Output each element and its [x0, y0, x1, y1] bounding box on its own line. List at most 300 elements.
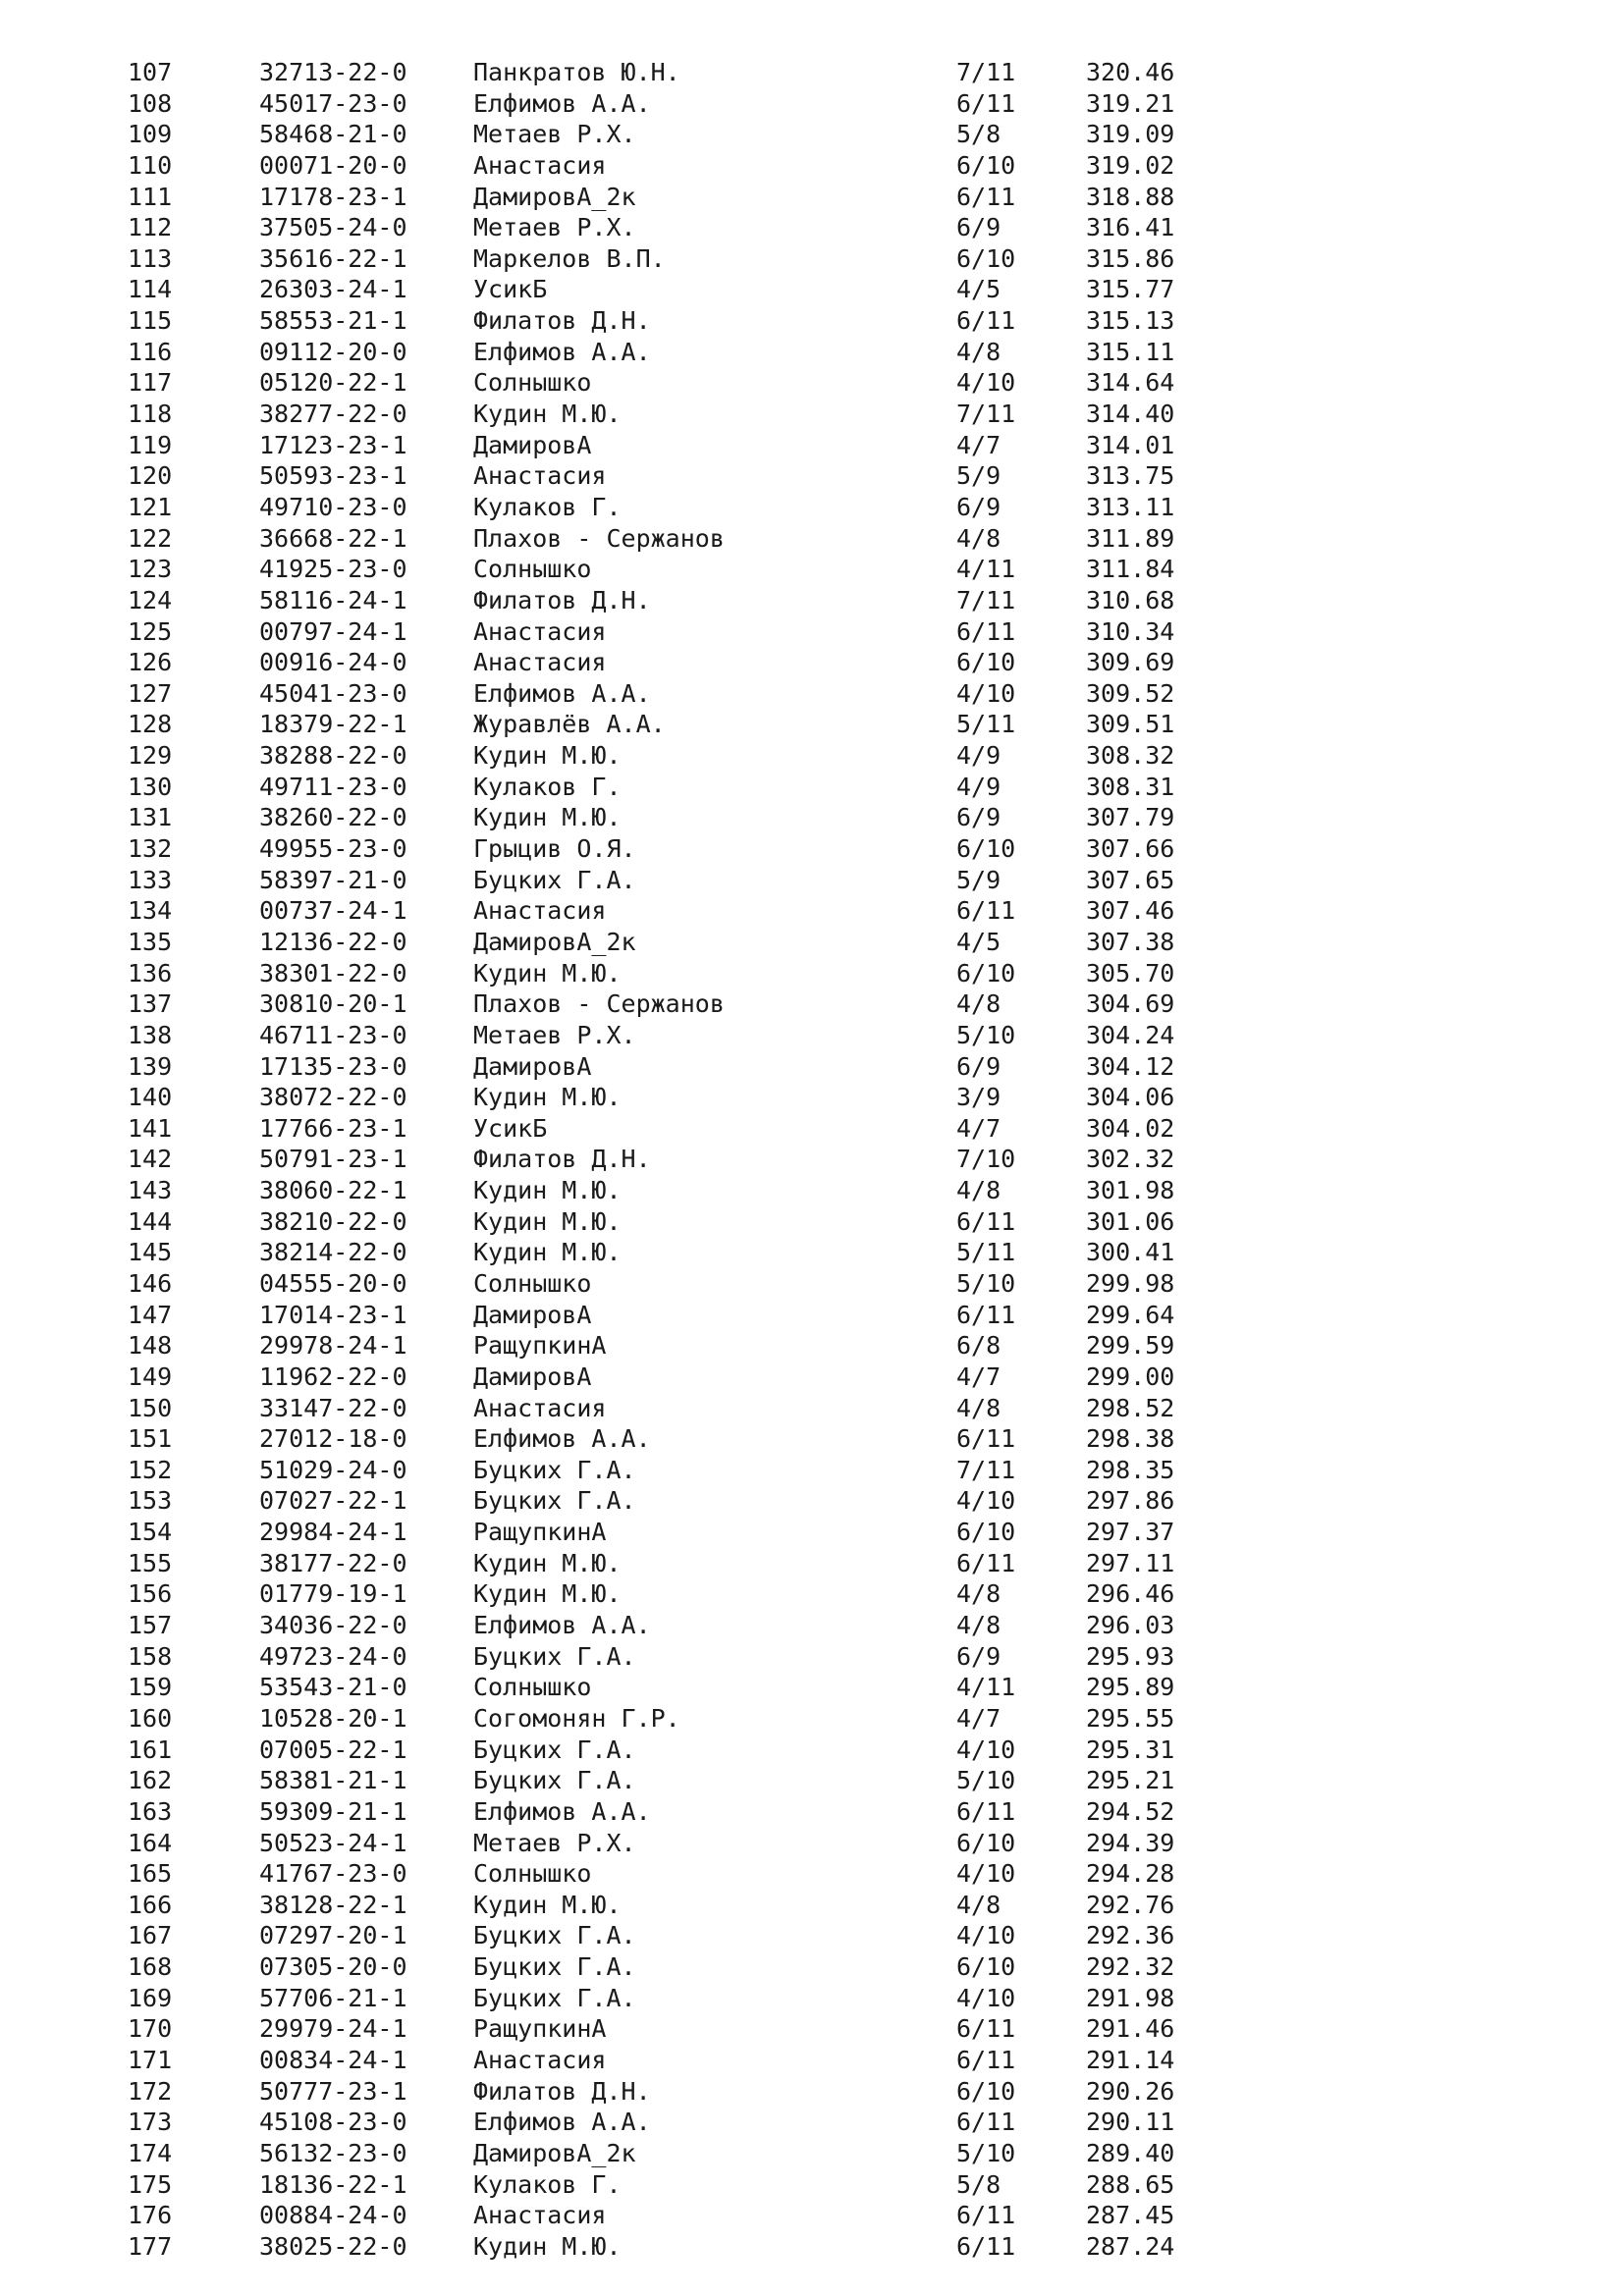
score-cell: 7/11 — [956, 585, 1016, 614]
score-cell: 6/10 — [956, 150, 1016, 180]
list-item — [0, 1237, 1624, 1268]
name-cell: Елфимов А.А. — [473, 678, 651, 708]
points-cell: 294.28 — [1086, 1859, 1175, 1889]
name-cell: Метаев Р.Х. — [473, 120, 636, 149]
list-item — [0, 895, 1624, 927]
list-item — [0, 367, 1624, 399]
score-cell: 4/5 — [956, 275, 1001, 304]
name-cell: Анастасия — [473, 2201, 607, 2230]
list-item — [0, 1828, 1624, 1859]
id-cell: 29978-24-1 — [259, 1331, 407, 1361]
score-cell: 6/11 — [956, 1300, 1016, 1329]
id-cell: 38025-22-0 — [259, 2231, 407, 2261]
id-cell: 58397-21-0 — [259, 865, 407, 894]
points-cell: 315.13 — [1086, 306, 1175, 336]
name-cell: Буцких Г.А. — [473, 1641, 636, 1671]
list-item — [0, 150, 1624, 182]
points-cell: 294.39 — [1086, 1828, 1175, 1857]
points-cell: 297.37 — [1086, 1518, 1175, 1547]
points-cell: 315.86 — [1086, 243, 1175, 273]
name-cell: Елфимов А.А. — [473, 88, 651, 118]
points-cell: 298.38 — [1086, 1424, 1175, 1454]
rank-cell: 156 — [128, 1579, 173, 1609]
points-cell: 292.36 — [1086, 1921, 1175, 1950]
name-cell: Солнышко — [473, 1859, 592, 1889]
rank-cell: 172 — [128, 2076, 173, 2106]
score-cell: 5/10 — [956, 1268, 1016, 1298]
score-cell: 5/10 — [956, 2138, 1016, 2167]
points-cell: 295.89 — [1086, 1673, 1175, 1702]
name-cell: Солнышко — [473, 1673, 592, 1702]
rank-cell: 137 — [128, 989, 173, 1019]
points-cell: 299.64 — [1086, 1300, 1175, 1329]
rank-cell: 161 — [128, 1735, 173, 1764]
points-cell: 314.64 — [1086, 368, 1175, 398]
list-item — [0, 2200, 1624, 2231]
list-item — [0, 1300, 1624, 1331]
score-cell: 4/8 — [956, 1579, 1001, 1609]
list-item — [0, 772, 1624, 803]
score-cell: 4/8 — [956, 1890, 1001, 1919]
points-cell: 291.98 — [1086, 1983, 1175, 2012]
id-cell: 41767-23-0 — [259, 1859, 407, 1889]
id-cell: 07305-20-0 — [259, 1952, 407, 1982]
rank-cell: 150 — [128, 1393, 173, 1422]
points-cell: 319.02 — [1086, 150, 1175, 180]
score-cell: 3/9 — [956, 1083, 1001, 1112]
points-cell: 311.89 — [1086, 523, 1175, 553]
list-item — [0, 2107, 1624, 2138]
points-cell: 310.68 — [1086, 585, 1175, 614]
points-cell: 308.32 — [1086, 741, 1175, 771]
name-cell: Панкратов Ю.Н. — [473, 58, 680, 86]
rank-cell: 124 — [128, 585, 173, 614]
score-cell: 5/9 — [956, 865, 1001, 894]
points-cell: 302.32 — [1086, 1145, 1175, 1174]
list-item — [0, 460, 1624, 492]
points-cell: 294.52 — [1086, 1796, 1175, 1826]
list-item — [0, 57, 1624, 88]
id-cell: 33147-22-0 — [259, 1393, 407, 1422]
list-item — [0, 2076, 1624, 2108]
list-item — [0, 1051, 1624, 1083]
points-cell: 299.59 — [1086, 1331, 1175, 1361]
name-cell: Кулаков Г. — [473, 772, 622, 801]
id-cell: 38072-22-0 — [259, 1083, 407, 1112]
name-cell: Кудин М.Ю. — [473, 1176, 622, 1205]
score-cell: 7/11 — [956, 400, 1016, 429]
score-cell: 4/10 — [956, 1983, 1016, 2012]
list-item — [0, 1703, 1624, 1735]
rank-cell: 163 — [128, 1796, 173, 1826]
score-cell: 6/11 — [956, 896, 1016, 926]
points-cell: 301.98 — [1086, 1176, 1175, 1205]
id-cell: 30810-20-1 — [259, 989, 407, 1019]
name-cell: Кудин М.Ю. — [473, 1579, 622, 1609]
list-item — [0, 1362, 1624, 1393]
list-item — [0, 740, 1624, 772]
list-item — [0, 305, 1624, 337]
name-cell: Анастасия — [473, 2046, 607, 2074]
score-cell: 4/10 — [956, 678, 1016, 708]
name-cell: Буцких Г.А. — [473, 1952, 636, 1982]
points-cell: 287.45 — [1086, 2201, 1175, 2230]
score-cell: 6/11 — [956, 182, 1016, 211]
id-cell: 49710-23-0 — [259, 492, 407, 521]
name-cell: Филатов Д.Н. — [473, 1145, 651, 1174]
points-cell: 304.24 — [1086, 1020, 1175, 1049]
name-cell: Плахов - Сержанов — [473, 989, 725, 1019]
rank-cell: 153 — [128, 1486, 173, 1516]
score-cell: 6/11 — [956, 2231, 1016, 2261]
id-cell: 07297-20-1 — [259, 1921, 407, 1950]
name-cell: Анастасия — [473, 1393, 607, 1422]
score-cell: 6/10 — [956, 834, 1016, 864]
id-cell: 38060-22-1 — [259, 1176, 407, 1205]
rank-cell: 162 — [128, 1766, 173, 1795]
rank-cell: 131 — [128, 803, 173, 832]
id-cell: 17178-23-1 — [259, 182, 407, 211]
list-item — [0, 523, 1624, 555]
id-cell: 38301-22-0 — [259, 958, 407, 988]
rank-cell: 118 — [128, 400, 173, 429]
list-item — [0, 647, 1624, 678]
points-cell: 305.70 — [1086, 958, 1175, 988]
points-cell: 295.93 — [1086, 1641, 1175, 1671]
score-cell: 6/9 — [956, 1641, 1001, 1671]
score-cell: 6/11 — [956, 1424, 1016, 1454]
id-cell: 37505-24-0 — [259, 213, 407, 242]
rank-cell: 136 — [128, 958, 173, 988]
list-item — [0, 119, 1624, 150]
points-cell: 292.76 — [1086, 1890, 1175, 1919]
name-cell: Метаев Р.Х. — [473, 213, 636, 242]
list-item — [0, 554, 1624, 585]
score-cell: 6/9 — [956, 1051, 1001, 1081]
id-cell: 29984-24-1 — [259, 1518, 407, 1547]
id-cell: 26303-24-1 — [259, 275, 407, 304]
score-cell: 4/7 — [956, 1362, 1001, 1391]
points-cell: 307.46 — [1086, 896, 1175, 926]
score-cell: 4/8 — [956, 337, 1001, 366]
name-cell: Филатов Д.Н. — [473, 585, 651, 614]
points-cell: 311.84 — [1086, 555, 1175, 584]
rank-cell: 169 — [128, 1983, 173, 2012]
name-cell: РащупкинА — [473, 1331, 607, 1361]
points-cell: 315.77 — [1086, 275, 1175, 304]
points-cell: 319.21 — [1086, 88, 1175, 118]
score-cell: 6/11 — [956, 616, 1016, 646]
name-cell: Солнышко — [473, 1268, 592, 1298]
name-cell: Кудин М.Ю. — [473, 958, 622, 988]
list-item — [0, 1113, 1624, 1145]
points-cell: 304.06 — [1086, 1083, 1175, 1112]
list-item — [0, 802, 1624, 833]
list-item — [0, 2231, 1624, 2263]
points-cell: 304.69 — [1086, 989, 1175, 1019]
list-item — [0, 988, 1624, 1020]
points-cell: 307.65 — [1086, 865, 1175, 894]
score-cell: 6/11 — [956, 2046, 1016, 2074]
id-cell: 07005-22-1 — [259, 1735, 407, 1764]
id-cell: 50777-23-1 — [259, 2076, 407, 2106]
list-item — [0, 1672, 1624, 1703]
points-cell: 304.12 — [1086, 1051, 1175, 1081]
rank-cell: 111 — [128, 182, 173, 211]
name-cell: Кудин М.Ю. — [473, 400, 622, 429]
name-cell: Буцких Г.А. — [473, 1486, 636, 1516]
score-cell: 4/9 — [956, 741, 1001, 771]
rank-cell: 144 — [128, 1206, 173, 1236]
id-cell: 50593-23-1 — [259, 461, 407, 491]
list-item — [0, 1951, 1624, 1983]
rank-cell: 174 — [128, 2138, 173, 2167]
id-cell: 53543-21-0 — [259, 1673, 407, 1702]
rank-cell: 107 — [128, 58, 173, 86]
name-cell: Кудин М.Ю. — [473, 803, 622, 832]
name-cell: Солнышко — [473, 555, 592, 584]
points-cell: 320.46 — [1086, 58, 1175, 86]
id-cell: 10528-20-1 — [259, 1703, 407, 1733]
rank-cell: 159 — [128, 1673, 173, 1702]
points-cell: 291.14 — [1086, 2046, 1175, 2074]
name-cell: Кудин М.Ю. — [473, 1238, 622, 1267]
list-item — [0, 927, 1624, 958]
id-cell: 58468-21-0 — [259, 120, 407, 149]
id-cell: 09112-20-0 — [259, 337, 407, 366]
points-cell: 310.34 — [1086, 616, 1175, 646]
rank-cell: 112 — [128, 213, 173, 242]
name-cell: ДамировА_2к — [473, 927, 636, 956]
score-cell: 5/8 — [956, 2169, 1001, 2199]
score-cell: 5/10 — [956, 1020, 1016, 1049]
list-item — [0, 430, 1624, 461]
list-item — [0, 212, 1624, 243]
name-cell: РащупкинА — [473, 2014, 607, 2044]
points-cell: 299.98 — [1086, 1268, 1175, 1298]
name-cell: Кудин М.Ю. — [473, 1206, 622, 1236]
name-cell: Кудин М.Ю. — [473, 1890, 622, 1919]
points-cell: 300.41 — [1086, 1238, 1175, 1267]
points-cell: 308.31 — [1086, 772, 1175, 801]
points-cell: 288.65 — [1086, 2169, 1175, 2199]
score-cell: 6/11 — [956, 1796, 1016, 1826]
points-cell: 295.31 — [1086, 1735, 1175, 1764]
list-item — [0, 1796, 1624, 1828]
rank-cell: 147 — [128, 1300, 173, 1329]
points-cell: 296.46 — [1086, 1579, 1175, 1609]
rank-cell: 116 — [128, 337, 173, 366]
list-item — [0, 1423, 1624, 1455]
points-cell: 297.86 — [1086, 1486, 1175, 1516]
list-item — [0, 2045, 1624, 2076]
points-cell: 295.21 — [1086, 1766, 1175, 1795]
list-item — [0, 1735, 1624, 1766]
rank-cell: 164 — [128, 1828, 173, 1857]
id-cell: 11962-22-0 — [259, 1362, 407, 1391]
score-cell: 5/10 — [956, 1766, 1016, 1795]
name-cell: Буцких Г.А. — [473, 865, 636, 894]
id-cell: 04555-20-0 — [259, 1268, 407, 1298]
points-cell: 314.01 — [1086, 430, 1175, 459]
rank-cell: 168 — [128, 1952, 173, 1982]
score-cell: 4/10 — [956, 368, 1016, 398]
score-cell: 6/11 — [956, 2014, 1016, 2044]
name-cell: Буцких Г.А. — [473, 1766, 636, 1795]
list-item — [0, 1082, 1624, 1113]
name-cell: Елфимов А.А. — [473, 1424, 651, 1454]
id-cell: 36668-22-1 — [259, 523, 407, 553]
rank-cell: 130 — [128, 772, 173, 801]
id-cell: 41925-23-0 — [259, 555, 407, 584]
id-cell: 58116-24-1 — [259, 585, 407, 614]
id-cell: 46711-23-0 — [259, 1020, 407, 1049]
score-cell: 5/11 — [956, 710, 1016, 739]
list-item — [0, 399, 1624, 430]
score-cell: 7/11 — [956, 58, 1016, 86]
list-item — [0, 1268, 1624, 1300]
points-cell: 292.32 — [1086, 1952, 1175, 1982]
points-cell: 298.52 — [1086, 1393, 1175, 1422]
list-item — [0, 1455, 1624, 1486]
rank-cell: 155 — [128, 1548, 173, 1577]
rank-cell: 175 — [128, 2169, 173, 2199]
rank-cell: 141 — [128, 1113, 173, 1143]
id-cell: 38177-22-0 — [259, 1548, 407, 1577]
id-cell: 58381-21-1 — [259, 1766, 407, 1795]
id-cell: 00797-24-1 — [259, 616, 407, 646]
id-cell: 34036-22-0 — [259, 1611, 407, 1640]
id-cell: 45017-23-0 — [259, 88, 407, 118]
id-cell: 58553-21-1 — [259, 306, 407, 336]
results-list — [0, 57, 1624, 2262]
rank-cell: 142 — [128, 1145, 173, 1174]
list-item — [0, 1206, 1624, 1238]
points-cell: 301.06 — [1086, 1206, 1175, 1236]
id-cell: 38288-22-0 — [259, 741, 407, 771]
id-cell: 07027-22-1 — [259, 1486, 407, 1516]
id-cell: 35616-22-1 — [259, 243, 407, 273]
score-cell: 5/11 — [956, 1238, 1016, 1267]
id-cell: 56132-23-0 — [259, 2138, 407, 2167]
name-cell: Буцких Г.А. — [473, 1455, 636, 1484]
list-item — [0, 1610, 1624, 1641]
score-cell: 6/11 — [956, 1206, 1016, 1236]
rank-cell: 127 — [128, 678, 173, 708]
rank-cell: 128 — [128, 710, 173, 739]
list-item — [0, 865, 1624, 896]
name-cell: УсикБ — [473, 1113, 548, 1143]
name-cell: Маркелов В.П. — [473, 243, 666, 273]
score-cell: 6/10 — [956, 1952, 1016, 1982]
rank-cell: 157 — [128, 1611, 173, 1640]
rank-cell: 143 — [128, 1176, 173, 1205]
rank-cell: 117 — [128, 368, 173, 398]
rank-cell: 149 — [128, 1362, 173, 1391]
points-cell: 315.11 — [1086, 337, 1175, 366]
list-item — [0, 1517, 1624, 1548]
name-cell: Буцких Г.А. — [473, 1921, 636, 1950]
points-cell: 299.00 — [1086, 1362, 1175, 1391]
score-cell: 4/11 — [956, 555, 1016, 584]
list-item — [0, 243, 1624, 275]
score-cell: 5/8 — [956, 120, 1001, 149]
id-cell: 17135-23-0 — [259, 1051, 407, 1081]
rank-cell: 173 — [128, 2108, 173, 2137]
score-cell: 4/5 — [956, 927, 1001, 956]
name-cell: Журавлёв А.А. — [473, 710, 666, 739]
list-item — [0, 2013, 1624, 2045]
points-cell: 298.35 — [1086, 1455, 1175, 1484]
name-cell: Солнышко — [473, 368, 592, 398]
score-cell: 6/11 — [956, 2108, 1016, 2137]
list-item — [0, 678, 1624, 710]
name-cell: ДамировА_2к — [473, 182, 636, 211]
list-item — [0, 2169, 1624, 2201]
score-cell: 6/11 — [956, 2201, 1016, 2230]
rank-cell: 165 — [128, 1859, 173, 1889]
name-cell: Плахов - Сержанов — [473, 523, 725, 553]
list-item — [0, 585, 1624, 616]
id-cell: 49955-23-0 — [259, 834, 407, 864]
name-cell: Елфимов А.А. — [473, 1796, 651, 1826]
list-item — [0, 1641, 1624, 1673]
rank-cell: 171 — [128, 2046, 173, 2074]
rank-cell: 158 — [128, 1641, 173, 1671]
name-cell: Елфимов А.А. — [473, 2108, 651, 2137]
list-item — [0, 1175, 1624, 1206]
id-cell: 00737-24-1 — [259, 896, 407, 926]
score-cell: 4/8 — [956, 1176, 1001, 1205]
id-cell: 38128-22-1 — [259, 1890, 407, 1919]
rank-cell: 132 — [128, 834, 173, 864]
name-cell: ДамировА — [473, 430, 592, 459]
points-cell: 307.38 — [1086, 927, 1175, 956]
rank-cell: 154 — [128, 1518, 173, 1547]
list-item — [0, 88, 1624, 120]
id-cell: 32713-22-0 — [259, 58, 407, 86]
rank-cell: 152 — [128, 1455, 173, 1484]
rank-cell: 129 — [128, 741, 173, 771]
name-cell: ДамировА — [473, 1300, 592, 1329]
name-cell: ДамировА — [473, 1362, 592, 1391]
rank-cell: 176 — [128, 2201, 173, 2230]
name-cell: Филатов Д.Н. — [473, 306, 651, 336]
score-cell: 4/8 — [956, 989, 1001, 1019]
points-cell: 291.46 — [1086, 2014, 1175, 2044]
score-cell: 4/8 — [956, 1393, 1001, 1422]
id-cell: 17014-23-1 — [259, 1300, 407, 1329]
list-item — [0, 274, 1624, 305]
id-cell: 59309-21-1 — [259, 1796, 407, 1826]
id-cell: 51029-24-0 — [259, 1455, 407, 1484]
name-cell: РащупкинА — [473, 1518, 607, 1547]
id-cell: 27012-18-0 — [259, 1424, 407, 1454]
score-cell: 4/7 — [956, 1113, 1001, 1143]
name-cell: ДамировА_2к — [473, 2138, 636, 2167]
name-cell: УсикБ — [473, 275, 548, 304]
list-item — [0, 337, 1624, 368]
points-cell: 309.69 — [1086, 648, 1175, 677]
name-cell: Кудин М.Ю. — [473, 1548, 622, 1577]
points-cell: 313.75 — [1086, 461, 1175, 491]
rank-cell: 110 — [128, 150, 173, 180]
score-cell: 6/9 — [956, 492, 1001, 521]
points-cell: 307.66 — [1086, 834, 1175, 864]
id-cell: 01779-19-1 — [259, 1579, 407, 1609]
score-cell: 6/9 — [956, 803, 1001, 832]
score-cell: 6/9 — [956, 213, 1001, 242]
